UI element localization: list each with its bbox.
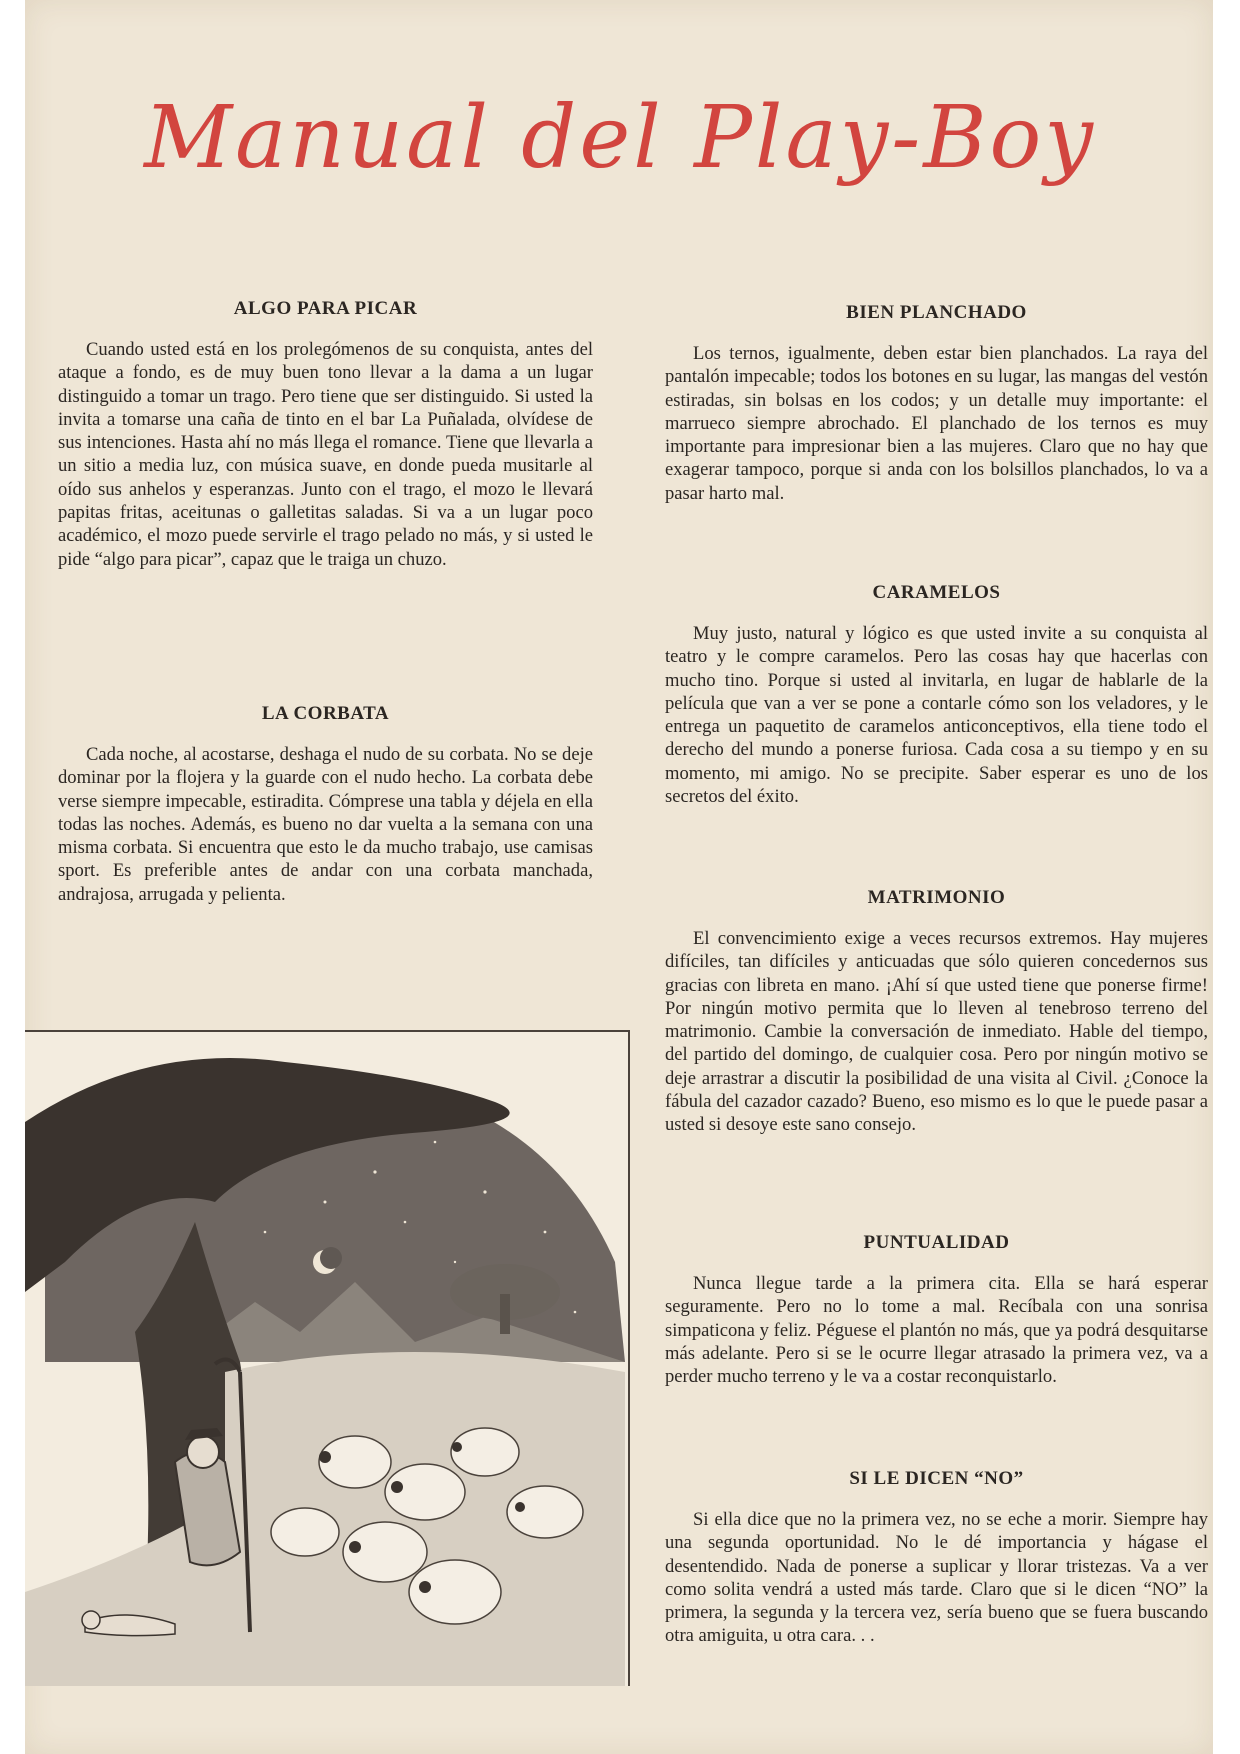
- section-si-le-dicen-no: [665, 1468, 1208, 1648]
- section-matrimonio: [665, 887, 1208, 1137]
- section-heading: CARAMELOS: [872, 582, 1001, 603]
- section-body: Si ella dice que no la primera vez, no se eche a morir. Siempre hay una segunda oportunidad. No le dé importancia y hágase el desentendido. Nada de ponerse a suplicar y llorar tristezas. Va a ver como solita vendrá a usted más tarde. Claro que si le dicen “NO” la primera, la segunda y la tercera vez, sería bueno que se fuera buscando otra amiguita, u otra cara. . .: [665, 1509, 1208, 1647]
- right-column: [665, 302, 1208, 1702]
- page-title: Manual del Play-Boy: [144, 88, 1096, 188]
- section-la-corbata: [58, 703, 593, 906]
- illustration-drawing: [25, 1032, 628, 1686]
- section-puntualidad: [665, 1232, 1208, 1388]
- section-heading: LA CORBATA: [261, 703, 390, 724]
- left-column: [58, 298, 593, 1038]
- section-body: Nunca llegue tarde a la primera cita. Ella se hará esperar seguramente. Pero no lo tome a mal. Recíbala con una sonrisa simpaticona y feliz. Péguese el plantón no más, que ya podrá desquitarse más adelante. Pero si se le ocurre llegar atrasado la primera vez, va a perder mucho terreno y le va a costar reconquistarlo.: [665, 1273, 1208, 1388]
- shepherd-illustration: [25, 1030, 630, 1686]
- section-heading: BIEN PLANCHADO: [846, 302, 1027, 323]
- section-body: Muy justo, natural y lógico es que usted invite a su conquista al teatro y le compre caramelos. Pero las cosas hay que hacerlas con mucho tino. Porque si usted al invitarla, en lugar de hablarle de la película que van a ver se pone a contarle cómo son los veladores, y le entrega un paquetito de caramelos anticonceptivos, ella tiene todo el derecho del mundo a ponerse furiosa. Cada cosa a su tiempo y en su momento, mi amigo. No se precipite. Saber esperar es uno de los secretos del éxito.: [665, 623, 1208, 808]
- section-body: Cada noche, al acostarse, deshaga el nudo de su corbata. No se deje dominar por la flojera y la guarde con el nudo hecho. La corbata debe verse siempre impecable, estiradita. Cómprese una tabla y déjela en ella todas las noches. Además, es bueno no dar vuelta a la semana con una misma corbata. Si encuentra que esto le da mucho trabajo, use camisas sport. Es preferible antes de andar con una corbata manchada, andrajosa, arrugada y pelienta.: [58, 744, 593, 905]
- section-caramelos: [665, 582, 1208, 808]
- section-body: Cuando usted está en los prolegómenos de su conquista, antes del ataque a fondo, es de muy buen tono llevar a la dama a un lugar distinguido a tomar un trago. Pero tiene que ser distinguido. Si usted la invita a tomarse una caña de tinto en el bar La Puñalada, olvídese de sus intenciones. Hasta ahí no más llega el romance. Tiene que llevarla a un sitio a media luz, con música suave, en donde pueda musitarle al oído sus anhelos y esperanzas. Junto con el trago, el mozo le llevará papitas fritas, aceitunas o galletitas saladas. Si va a un lugar poco académico, el mozo puede servirle el trago pelado no más, y si usted le pide “algo para picar”, capaz que le traiga un chuzo.: [58, 339, 593, 570]
- section-algo-para-picar: [58, 298, 593, 571]
- section-bien-planchado: [665, 302, 1208, 505]
- section-heading: PUNTUALIDAD: [863, 1232, 1010, 1253]
- section-body: Los ternos, igualmente, deben estar bien planchados. La raya del pantalón impecable; todos los botones en su lugar, las mangas del vestón estiradas, sin bolsas en los codos; y un detalle muy importante: el marrueco siempre abrochado. El planchado de los ternos es muy importante para impresionar bien a las mujeres. Claro que no hay que exagerar tampoco, porque si anda con los bolsillos planchados, lo va a pasar harto mal.: [665, 343, 1208, 504]
- section-body: El convencimiento exige a veces recursos extremos. Hay mujeres difíciles, tan difíciles y anticuadas que sólo quieren concedernos sus gracias con libreta en mano. ¡Ahí sí que usted tiene que ponerse firme! Por ningún motivo permita que lo lleven al tenebroso terreno del matrimonio. Cambie la conversación de inmediato. Hable del tiempo, del partido del domingo, de cualquier cosa. Pero por ningún motivo se deje arrastrar a discutir la posibilidad de una visita al Civil. ¿Conoce la fábula del cazador cazado? Bueno, eso mismo es lo que le puede pasar a usted si desoye este sano consejo.: [665, 928, 1208, 1136]
- section-heading: MATRIMONIO: [867, 887, 1006, 908]
- section-heading: SI LE DICEN “NO”: [849, 1468, 1024, 1489]
- section-heading: ALGO PARA PICAR: [233, 298, 418, 319]
